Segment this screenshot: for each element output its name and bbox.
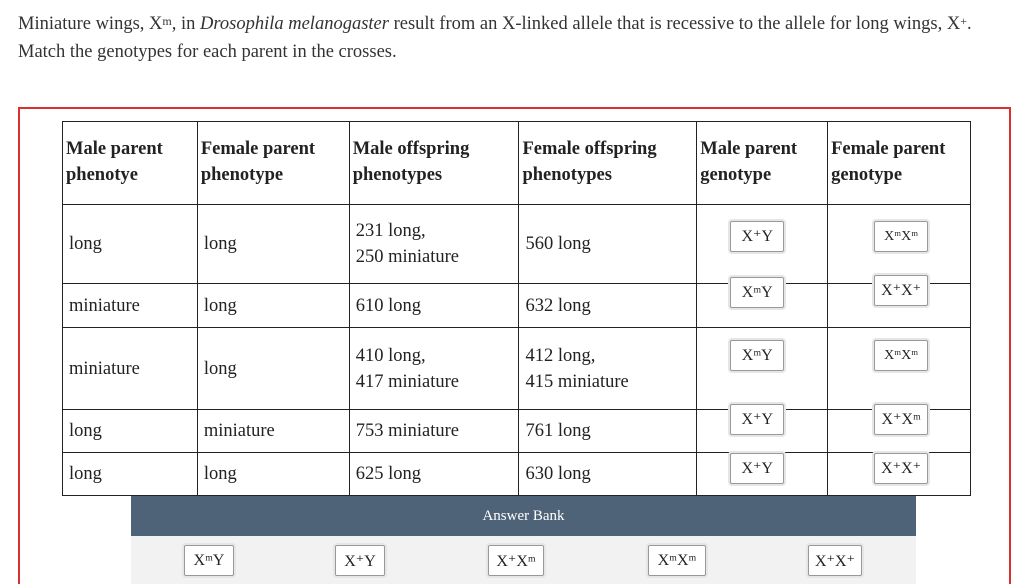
table-row <box>63 410 971 453</box>
header-female-parent-genotype: Female parent genotype <box>828 122 971 205</box>
male-offspring-phenotypes: 610 long <box>349 284 519 328</box>
male-parent-phenotype: long <box>63 410 198 453</box>
male-parent-phenotype: long <box>63 205 198 284</box>
superscript: m <box>162 14 172 28</box>
female-offspring-phenotypes: 761 long <box>519 410 697 453</box>
question-part: , in <box>171 14 200 34</box>
table-row <box>63 284 971 328</box>
header-female-offspring-phenotypes: Female offspring phenotypes <box>519 122 697 205</box>
header-male-offspring-phenotypes: Male offspring phenotypes <box>349 122 519 205</box>
female-offspring-phenotypes <box>519 328 697 410</box>
answer-chip[interactable]: XᵐXᵐ <box>874 221 928 252</box>
offspring-line: 560 long <box>525 234 591 254</box>
answer-chip[interactable]: X⁺Y <box>730 453 784 484</box>
female-genotype-drop-zone[interactable] <box>828 453 971 496</box>
offspring-line: 412 long, <box>525 345 596 366</box>
male-parent-phenotype: miniature <box>63 284 198 328</box>
female-parent-phenotype: long <box>197 284 349 328</box>
answer-bank-chip[interactable]: X⁺Xᵐ <box>488 545 544 576</box>
male-offspring-phenotypes: 753 miniature <box>349 410 519 453</box>
female-offspring-phenotypes <box>519 205 697 284</box>
male-genotype-drop-zone[interactable] <box>697 328 828 410</box>
offspring-line: 410 long, <box>355 345 426 366</box>
header-male-parent-genotype: Male parent genotype <box>697 122 828 205</box>
male-parent-phenotype: miniature <box>63 328 198 410</box>
answer-bank-chip[interactable]: XᵐXᵐ <box>648 545 706 576</box>
female-genotype-drop-zone[interactable] <box>828 328 971 410</box>
female-parent-phenotype: long <box>197 453 349 496</box>
male-parent-phenotype: long <box>63 453 198 496</box>
table-row <box>63 205 971 284</box>
female-genotype-drop-zone[interactable] <box>828 205 971 284</box>
header-male-parent-phenotype: Male parent phenotye <box>63 122 198 205</box>
question-part: result from an X-linked allele that is recessive to the allele for long wings, X <box>388 14 961 34</box>
female-offspring-phenotypes: 630 long <box>519 453 697 496</box>
offspring-line: 231 long, <box>355 221 426 241</box>
answer-chip[interactable]: XᵐY <box>730 277 784 308</box>
answer-bank-header: Answer Bank <box>131 496 916 536</box>
female-parent-phenotype: miniature <box>197 410 349 453</box>
answer-bank-chip[interactable]: XᵐY <box>184 545 234 576</box>
offspring-line: 250 miniature <box>355 247 459 267</box>
answer-bank-chip[interactable]: X⁺X⁺ <box>808 545 862 576</box>
male-genotype-drop-zone[interactable] <box>697 410 828 453</box>
answer-chip[interactable]: X⁺Xᵐ <box>874 404 928 435</box>
answer-chip[interactable]: X⁺Y <box>730 404 784 435</box>
question-part: . Match the genotypes for each parent in the crosses. <box>18 14 972 62</box>
male-offspring-phenotypes <box>349 205 519 284</box>
female-offspring-phenotypes: 632 long <box>519 284 697 328</box>
table-row <box>63 328 971 410</box>
superscript: + <box>960 14 968 28</box>
answer-chip[interactable]: X⁺X⁺ <box>874 275 928 306</box>
cross-table <box>62 121 971 496</box>
species-name: Drosophila melanogaster <box>200 14 389 34</box>
answer-bank-chip[interactable]: X⁺Y <box>335 545 385 576</box>
male-genotype-drop-zone[interactable] <box>697 453 828 496</box>
answer-chip[interactable]: X⁺X⁺ <box>874 453 928 484</box>
female-genotype-drop-zone[interactable] <box>828 410 971 453</box>
female-genotype-drop-zone[interactable] <box>828 281 971 328</box>
header-female-parent-phenotype: Female parent phenotype <box>197 122 349 205</box>
answer-chip[interactable]: XᵐXᵐ <box>874 340 928 371</box>
table-header-row <box>63 122 971 205</box>
answer-chip[interactable]: XᵐY <box>730 340 784 371</box>
female-parent-phenotype: long <box>197 328 349 410</box>
female-parent-phenotype: long <box>197 205 349 284</box>
answer-chip[interactable]: X⁺Y <box>730 221 784 252</box>
male-genotype-drop-zone[interactable] <box>697 205 828 284</box>
question-text <box>18 10 1008 66</box>
table-row <box>63 453 971 496</box>
male-genotype-drop-zone[interactable] <box>697 284 828 328</box>
question-part: Miniature wings, X <box>18 14 163 34</box>
offspring-line: 417 miniature <box>355 371 459 392</box>
male-offspring-phenotypes: 625 long <box>349 453 519 496</box>
male-offspring-phenotypes <box>349 328 519 410</box>
offspring-line: 415 miniature <box>525 371 629 392</box>
